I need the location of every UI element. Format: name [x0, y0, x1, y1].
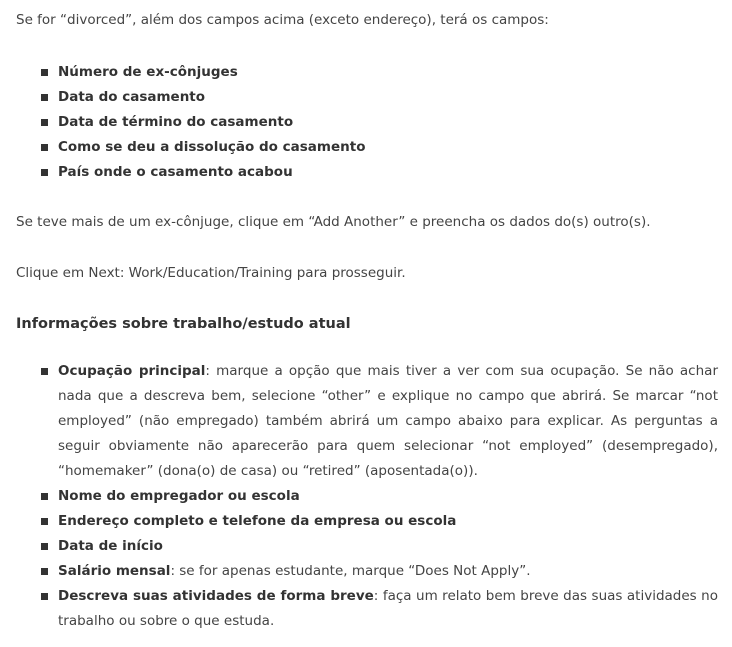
list-item-label: Descreva suas atividades de forma breve	[58, 588, 374, 604]
list-item-label: Data do casamento	[58, 89, 206, 105]
list-item	[0, 160, 720, 185]
bullet-icon	[41, 69, 48, 76]
list-item-label: Endereço completo e telefone da empresa ou escola	[58, 513, 457, 529]
list-item-label: Nome do empregador ou escola	[58, 488, 300, 504]
list-item	[0, 484, 718, 509]
list-item	[0, 584, 718, 634]
list-item	[0, 559, 718, 584]
work-fields-list	[0, 359, 718, 634]
section-heading: Informações sobre trabalho/estudo atual	[16, 316, 351, 332]
bullet-icon	[41, 593, 48, 600]
list-item	[0, 135, 720, 160]
list-item	[0, 60, 720, 85]
list-item	[0, 110, 720, 135]
divorce-fields-list	[0, 60, 720, 185]
list-item-label: Como se deu a dissolução do casamento	[58, 139, 366, 155]
list-item	[0, 534, 718, 559]
bullet-icon	[41, 493, 48, 500]
list-item-label: Ocupação principal	[58, 363, 206, 379]
list-item-label: Data de início	[58, 538, 163, 554]
list-item	[0, 85, 720, 110]
list-item-label: Data de término do casamento	[58, 114, 294, 130]
add-another-paragraph: Se teve mais de um ex-cônjuge, clique em “Add Another” e preencha os dados do(s) outro(s).	[16, 214, 651, 230]
bullet-icon	[41, 518, 48, 525]
bullet-icon	[41, 119, 48, 126]
list-item-label: Salário mensal	[58, 563, 171, 579]
bullet-icon	[41, 94, 48, 101]
list-item	[0, 509, 718, 534]
list-item-text: : marque a opção que mais tiver a ver com sua ocupação. Se não achar nada que a descreva bem, selecione “other” e explique no campo que abrirá. Se marcar “not employed” (não empregado) também abrirá um campo abaixo para explicar. As perguntas a seguir obviamente não aparecerão para quem selecionar “not employed” (desempregado), “homemaker” (dona(o) de casa) ou “retired” (aposentada(o)).	[58, 363, 718, 479]
list-item-label: Número de ex-cônjuges	[58, 64, 238, 80]
bullet-icon	[41, 368, 48, 375]
bullet-icon	[41, 169, 48, 176]
list-item	[0, 359, 718, 484]
list-item-text: : se for apenas estudante, marque “Does Not Apply”.	[170, 563, 531, 579]
intro-paragraph: Se for “divorced”, além dos campos acima (exceto endereço), terá os campos:	[16, 12, 549, 28]
bullet-icon	[41, 568, 48, 575]
list-item-text: : faça um relato bem breve das suas atividades no trabalho ou sobre o que estuda.	[58, 588, 718, 629]
bullet-icon	[41, 543, 48, 550]
next-step-paragraph: Clique em Next: Work/Education/Training para prosseguir.	[16, 265, 406, 281]
list-item-label: País onde o casamento acabou	[58, 164, 293, 180]
bullet-icon	[41, 144, 48, 151]
